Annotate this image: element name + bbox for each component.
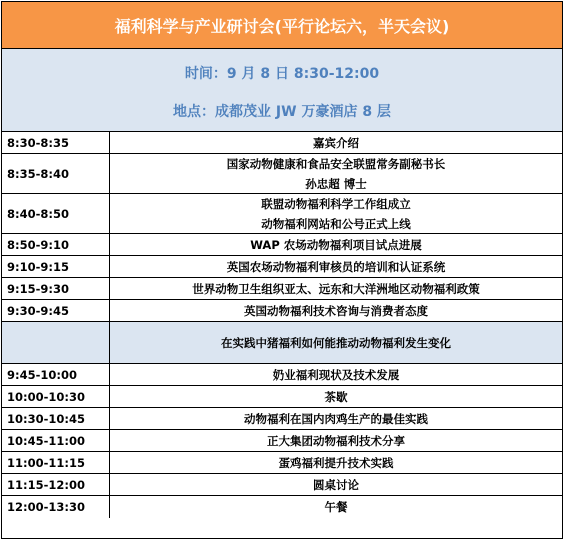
topic-cell	[110, 322, 562, 363]
topic-cell	[110, 364, 562, 385]
time-cell: 10:30-10:45	[2, 408, 110, 429]
topic-line: 蛋鸡福利提升技术实践	[278, 455, 394, 470]
table-row	[2, 364, 562, 386]
topic-line: 英国动物福利技术咨询与消费者态度	[244, 303, 428, 318]
time-cell: 9:15-9:30	[2, 278, 110, 299]
time-cell: 8:40-8:50	[2, 194, 110, 233]
topic-line: 茶歇	[324, 389, 348, 404]
topic-line: WAP 农场动物福利项目试点进展	[250, 237, 422, 252]
forum-title: 福利科学与产业研讨会(平行论坛六，半天会议)	[2, 2, 562, 49]
table-row	[2, 154, 562, 194]
table-row	[2, 408, 562, 430]
time-cell: 8:50-9:10	[2, 234, 110, 255]
topic-cell	[110, 430, 562, 451]
table-row	[2, 386, 562, 408]
time-cell: 9:45-10:00	[2, 364, 110, 385]
topic-line: 动物福利在国内肉鸡生产的最佳实践	[244, 411, 428, 426]
topic-cell	[110, 154, 562, 193]
time-cell	[2, 322, 110, 363]
topic-line: 正大集团动物福利技术分享	[267, 433, 405, 448]
topic-cell	[110, 408, 562, 429]
time-cell: 10:00-10:30	[2, 386, 110, 407]
session-info	[2, 49, 562, 132]
table-row	[2, 452, 562, 474]
topic-line: 世界动物卫生组织亚太、远东和大洋洲地区动物福利政策	[192, 281, 480, 296]
table-row	[2, 322, 562, 364]
topic-cell	[110, 256, 562, 277]
time-cell: 11:00-11:15	[2, 452, 110, 473]
time-cell: 11:15-12:00	[2, 474, 110, 495]
topic-line: 奶业福利现状及技术发展	[272, 367, 400, 382]
table-row	[2, 256, 562, 278]
agenda-table	[1, 1, 563, 539]
time-cell: 9:30-9:45	[2, 300, 110, 321]
topic-cell	[110, 194, 562, 233]
topic-cell	[110, 300, 562, 321]
time-cell: 10:45-11:00	[2, 430, 110, 451]
topic-line: 圆桌讨论	[313, 477, 359, 492]
topic-cell	[110, 496, 562, 518]
session-time: 时间：9 月 8 日 8:30-12:00	[184, 66, 380, 82]
topic-line: 午餐	[324, 500, 348, 514]
time-cell: 12:00-13:30	[2, 496, 110, 518]
table-row	[2, 496, 562, 518]
table-row	[2, 430, 562, 452]
topic-line: 嘉宾介绍	[313, 135, 359, 150]
time-cell: 8:30-8:35	[2, 132, 110, 153]
topic-line: 在实践中猪福利如何能推动动物福利发生变化	[221, 335, 451, 350]
table-row	[2, 234, 562, 256]
topic-cell	[110, 234, 562, 255]
time-cell: 8:35-8:40	[2, 154, 110, 193]
time-cell: 9:10-9:15	[2, 256, 110, 277]
table-row	[2, 194, 562, 234]
topic-line: 国家动物健康和食品安全联盟常务副秘书长	[226, 156, 446, 171]
table-row	[2, 132, 562, 154]
topic-line: 孙忠超 博士	[305, 176, 367, 191]
topic-line: 英国农场动物福利审核员的培训和认证系统	[226, 259, 446, 274]
topic-cell	[110, 386, 562, 407]
table-row	[2, 474, 562, 496]
topic-cell	[110, 278, 562, 299]
topic-cell	[110, 132, 562, 153]
table-row	[2, 278, 562, 300]
session-place: 地点：成都茂业 JW 万豪酒店 8 层	[173, 104, 391, 120]
topic-line: 动物福利网站和公号正式上线	[261, 216, 411, 231]
topic-cell	[110, 452, 562, 473]
topic-cell	[110, 474, 562, 495]
topic-line: 联盟动物福利科学工作组成立	[261, 196, 411, 211]
table-row	[2, 300, 562, 322]
